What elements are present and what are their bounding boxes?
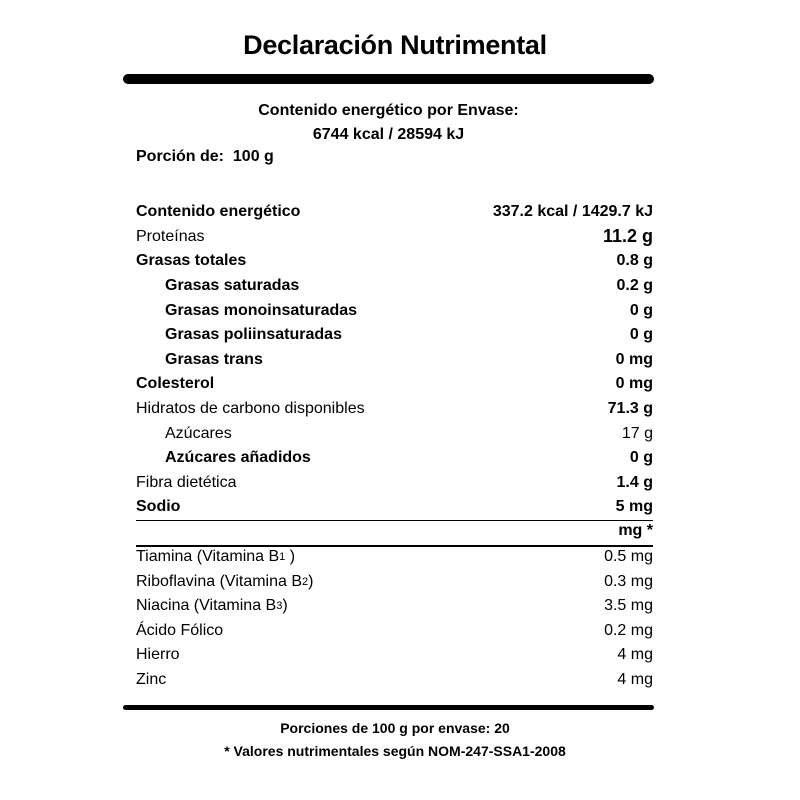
nutrient-value: 0.8 g — [616, 252, 653, 270]
nutrient-value: 0 mg — [615, 350, 653, 368]
nutrient-row — [136, 323, 653, 348]
nutrient-label: Grasas totales — [136, 252, 247, 270]
vitamin-value: 0.3 mg — [604, 572, 653, 590]
vitamin-label-text: Hierro — [136, 646, 180, 664]
energy-per-package-label: Contenido energético por Envase: — [258, 102, 519, 119]
nutrient-row — [136, 249, 653, 274]
vitamin-label-text: Niacina (Vitamina B — [136, 597, 277, 615]
divider-line — [136, 520, 653, 521]
vitamin-value: 3.5 mg — [604, 597, 653, 615]
nutrient-label: Grasas poliinsaturadas — [165, 326, 342, 344]
vitamin-subscript: 3 — [276, 600, 283, 613]
footnote: * Valores nutrimentales según NOM-247-SSA1-2008 — [224, 743, 566, 759]
energy-per-package — [123, 99, 654, 147]
nutrient-label: Grasas trans — [165, 350, 263, 368]
nutrient-label: Fibra dietética — [136, 473, 237, 491]
vitamin-label — [136, 622, 223, 640]
nutrient-row — [136, 225, 653, 250]
vitamin-value: 4 mg — [617, 670, 653, 688]
nutrient-row — [136, 397, 653, 422]
nutrient-value: 1.4 g — [616, 473, 653, 491]
vitamin-label-text: Tiamina (Vitamina B — [136, 548, 280, 566]
vitamin-value: 0.5 mg — [604, 548, 653, 566]
vitamin-value: 0.2 mg — [604, 621, 653, 639]
vitamin-label-text: Riboflavina (Vitamina B — [136, 572, 303, 590]
nutrient-label: Grasas monoinsaturadas — [165, 301, 358, 319]
nutrient-value: 337.2 kcal / 1429.7 kJ — [492, 203, 653, 221]
nutrient-value: 5 mg — [615, 498, 653, 516]
vitamin-label-close: ) — [282, 597, 288, 615]
vitamin-row — [136, 643, 653, 668]
nutrient-value: 0 mg — [615, 375, 653, 393]
nutrient-row — [136, 421, 653, 446]
nutrient-row — [136, 495, 653, 520]
nutrient-label: Hidratos de carbono disponibles — [136, 400, 365, 418]
footer — [0, 717, 790, 763]
nutrient-label: Grasas saturadas — [165, 277, 300, 295]
vitamin-label-close: ) — [285, 548, 296, 566]
nutrient-label: Azúcares — [165, 424, 232, 442]
vitamin-row — [136, 619, 653, 644]
vitamin-row — [136, 545, 653, 570]
nutrient-value: 0.2 g — [616, 277, 653, 295]
vitamin-label-close: ) — [308, 572, 314, 590]
vitamin-row — [136, 668, 653, 693]
vitamin-value: 4 mg — [617, 646, 653, 664]
vitamin-label-text: Ácido Fólico — [136, 621, 224, 639]
vitamin-row — [136, 570, 653, 595]
portion-size: Porción de: 100 g — [136, 148, 274, 165]
vitamin-row — [136, 594, 653, 619]
nutrient-row — [136, 274, 653, 299]
vitamin-subscript: 2 — [302, 575, 309, 588]
nutrient-label: Colesterol — [136, 375, 215, 393]
nutrient-value: 17 g — [621, 424, 653, 442]
nutrient-row — [136, 471, 653, 496]
vitamin-label-text: Zinc — [136, 670, 167, 688]
vitamin-label — [136, 597, 288, 615]
nutrient-row — [136, 200, 653, 225]
top-thick-divider — [123, 74, 654, 84]
vitamin-label — [136, 671, 166, 689]
nutrient-table — [136, 200, 653, 520]
bottom-thick-divider — [123, 705, 654, 710]
nutrient-label: Proteínas — [136, 227, 205, 245]
nutrient-value: 11.2 g — [602, 226, 653, 247]
vitamin-label — [136, 548, 295, 566]
energy-per-package-value: 6744 kcal / 28594 kJ — [312, 126, 465, 143]
nutrient-value: 0 g — [629, 449, 653, 467]
nutrient-row — [136, 298, 653, 323]
servings-per-package: Porciones de 100 g por envase: 20 — [280, 720, 510, 736]
nutrient-label: Sodio — [136, 498, 181, 516]
nutrient-label: Contenido energético — [136, 203, 301, 221]
nutrient-row — [136, 372, 653, 397]
vitamin-table — [136, 545, 653, 692]
nutrient-label: Azúcares añadidos — [165, 449, 311, 467]
nutrient-row — [136, 446, 653, 471]
nutrient-row — [136, 348, 653, 373]
vitamin-label — [136, 573, 313, 591]
vitamin-subscript: 1 — [279, 551, 286, 564]
page-title: Declaración Nutrimental — [243, 30, 547, 60]
nutrient-value: 0 g — [629, 326, 653, 344]
vitamin-label — [136, 646, 180, 664]
nutrient-value: 0 g — [629, 301, 653, 319]
nutrient-value: 71.3 g — [607, 400, 653, 418]
unit-header: mg * — [618, 522, 653, 539]
